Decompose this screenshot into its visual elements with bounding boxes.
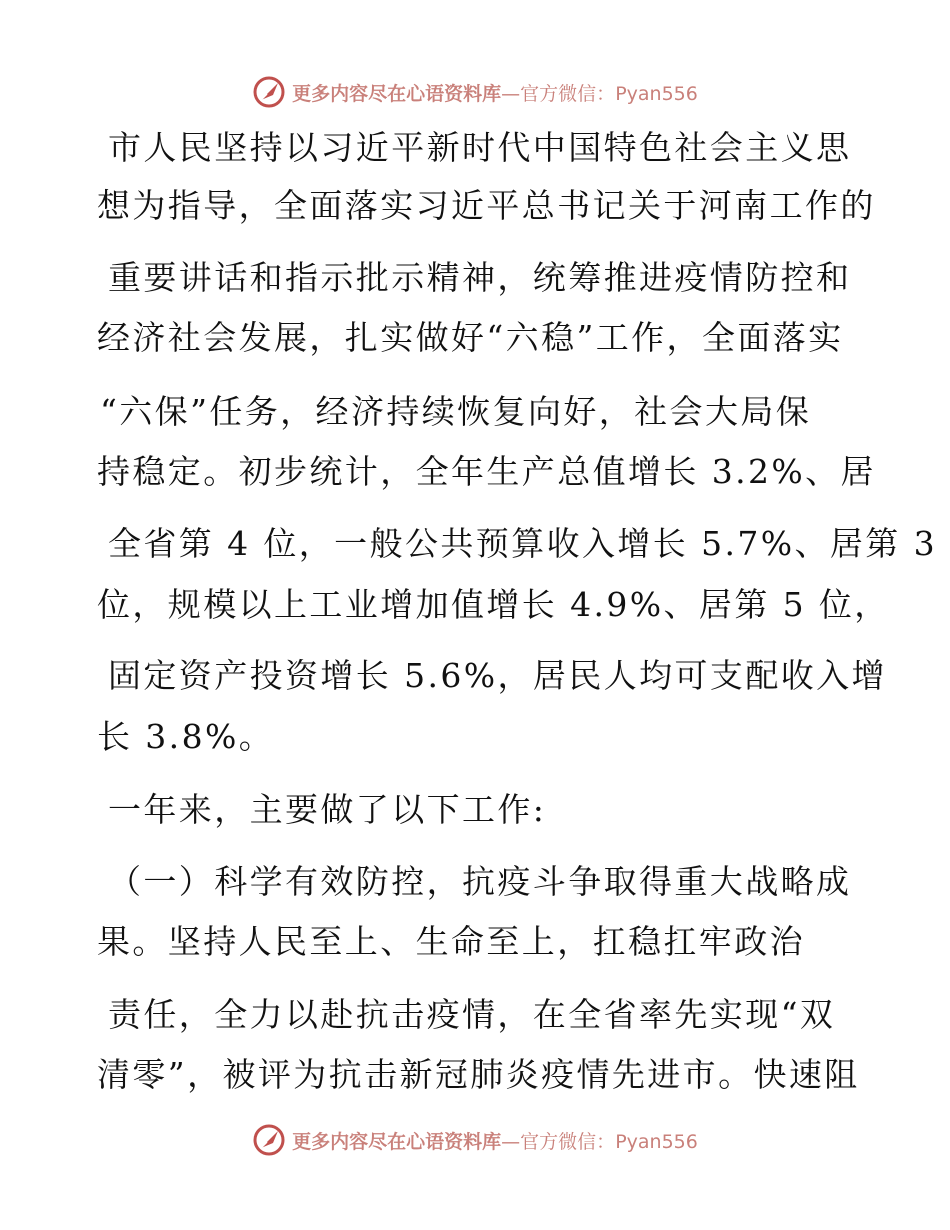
text-line: 责任，全力以赴抗击疫情，在全省率先实现“双: [108, 995, 836, 1034]
text-line: 清零”，被评为抗击新冠肺炎疫情先进市。快速阻: [97, 1055, 860, 1094]
text-line: 固定资产投资增长 5.6%，居民人均可支配收入增: [108, 656, 887, 695]
text-line: 想为指导，全面落实习近平总书记关于河南工作的: [97, 186, 876, 225]
text-line: 经济社会发展，扎实做好“六稳”工作，全面落实: [97, 318, 844, 357]
watermark-text: 更多内容尽在心语资料库—官方微信：Pyan556: [292, 1130, 698, 1153]
text-line: 果。坚持人民至上、生命至上，扛稳扛牢政治: [97, 922, 805, 961]
quill-logo-icon: [252, 1123, 286, 1157]
text-line: 重要讲话和指示批示精神，统筹推进疫情防控和: [108, 258, 852, 297]
text-line: 长 3.8%。: [97, 717, 275, 756]
quill-logo-icon: [252, 75, 286, 109]
section-heading-line: （一）科学有效防控，抗疫斗争取得重大战略成: [108, 862, 852, 901]
text-line: 位，规模以上工业增加值增长 4.9%、居第 5 位，: [97, 585, 890, 624]
header-watermark: [0, 72, 950, 112]
text-line: “六保”任务，经济持续恢复向好，社会大局保: [100, 392, 812, 431]
text-line: 全省第 4 位，一般公共预算收入增长 5.7%、居第 3: [108, 524, 937, 563]
watermark-text: 更多内容尽在心语资料库—官方微信：Pyan556: [292, 82, 698, 105]
text-line: 持稳定。初步统计，全年生产总值增长 3.2%、居: [97, 452, 876, 491]
footer-watermark: [0, 1120, 950, 1160]
text-line: 一年来，主要做了以下工作:: [108, 790, 547, 829]
text-line: 市人民坚持以习近平新时代中国特色社会主义思: [108, 128, 852, 167]
